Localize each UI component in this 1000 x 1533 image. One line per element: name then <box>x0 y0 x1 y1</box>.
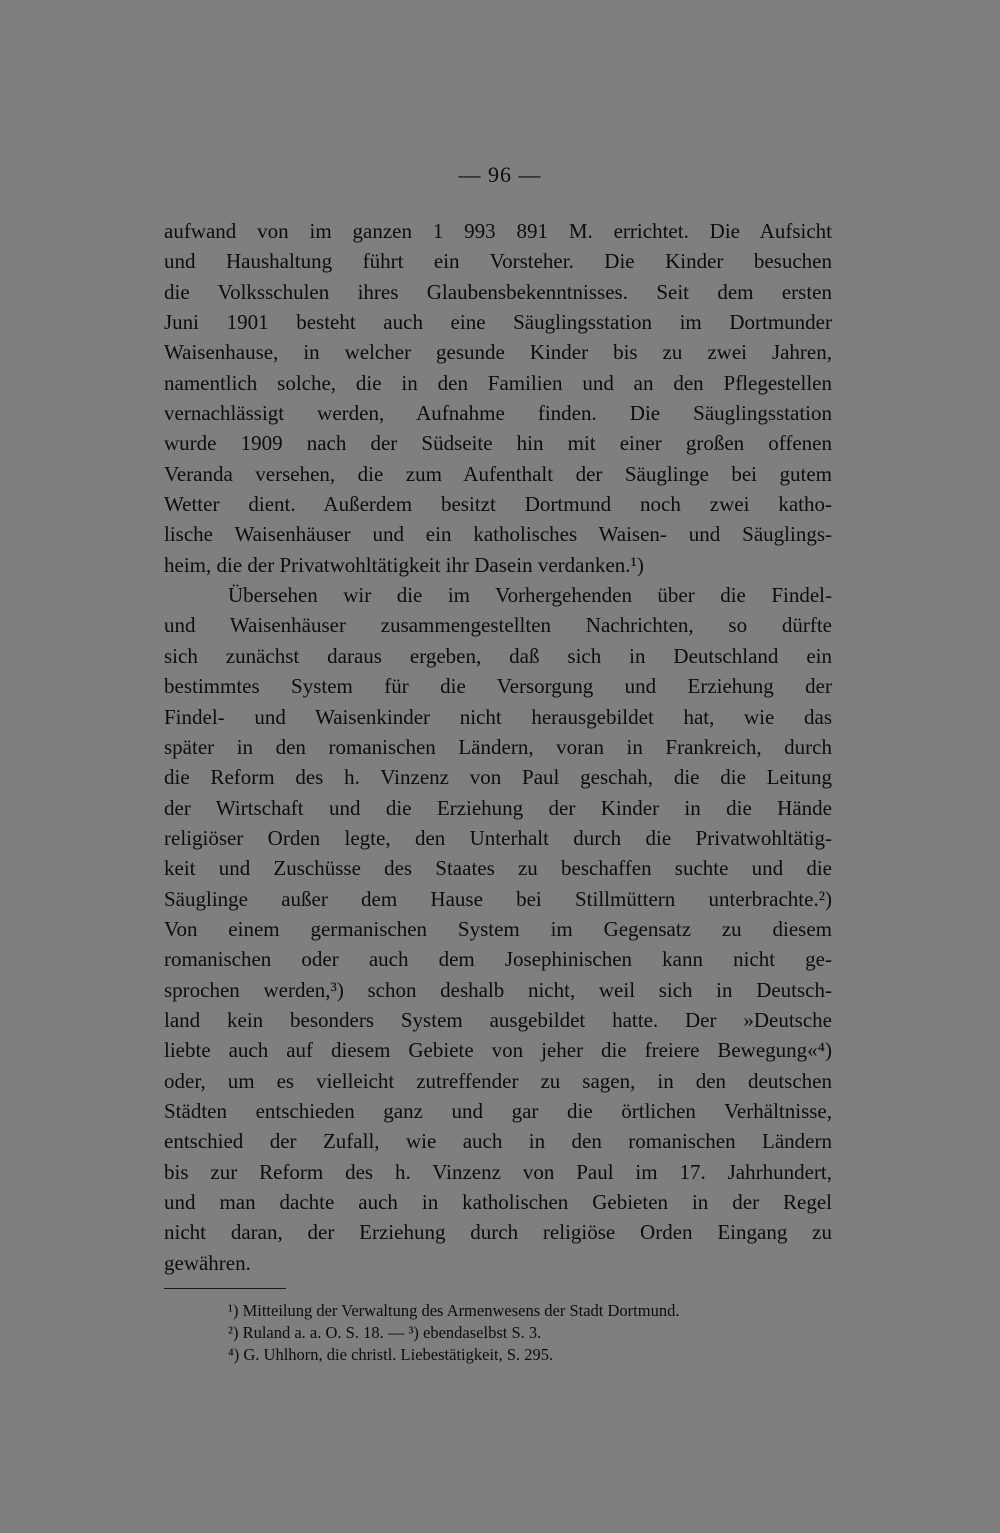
footnote-separator <box>164 1288 286 1289</box>
footnote: ⁴) G. Uhlhorn, die christl. Liebestätigkeit, S. 295. <box>228 1345 554 1364</box>
text-line: Von einem germanischen System im Gegensatz zu diesem <box>164 916 832 941</box>
text-line: oder, um es vielleicht zutreffender zu sagen, in den deutschen <box>164 1068 832 1093</box>
text-line: bis zur Reform des h. Vinzenz von Paul im 17. Jahrhundert, <box>164 1159 832 1184</box>
page-number: — 96 — <box>458 162 542 187</box>
text-line: religiöser Orden legte, den Unterhalt durch die Privatwohltätig- <box>164 825 832 850</box>
text-line: der Wirtschaft und die Erziehung der Kinder in die Hände <box>164 795 832 820</box>
text-line: und Haushaltung führt ein Vorsteher. Die Kinder besuchen <box>164 249 832 274</box>
text-line: Wetter dient. Außerdem besitzt Dortmund noch zwei katho- <box>164 492 832 517</box>
text-line: und man dachte auch in katholischen Gebieten in der Regel <box>164 1190 832 1214</box>
text-line: heim, die der Privatwohltätigkeit ihr Dasein verdanken.¹) <box>164 552 644 577</box>
text-line: Findel- und Waisenkinder nicht herausgebildet hat, wie das <box>164 704 832 729</box>
text-line: die Reform des h. Vinzenz von Paul geschah, die die Leitung <box>164 765 832 790</box>
text-line: Waisenhause, in welcher gesunde Kinder bis zu zwei Jahren, <box>164 340 832 365</box>
text-line: namentlich solche, die in den Familien und an den Pflegestellen <box>164 370 832 395</box>
paragraph-first-line: Übersehen wir die im Vorhergehenden über die Findel- <box>228 583 832 608</box>
text-line: keit und Zuschüsse des Staates zu beschaffen suchte und die <box>164 856 832 881</box>
text-line: Juni 1901 besteht auch eine Säuglingsstation im Dortmunder <box>164 310 832 335</box>
text-line: und Waisenhäuser zusammengestellten Nachrichten, so dürfte <box>164 613 832 638</box>
text-line: liebte auch auf diesem Gebiete von jeher die freiere Bewegung«⁴) <box>164 1038 832 1063</box>
text-line: wurde 1909 nach der Südseite hin mit einer großen offenen <box>164 431 832 456</box>
text-line: aufwand von im ganzen 1 993 891 M. errichtet. Die Aufsicht <box>164 219 832 243</box>
text-line: romanischen oder auch dem Josephinischen kann nicht ge- <box>164 947 832 972</box>
text-line: gewähren. <box>164 1250 251 1275</box>
text-line: land kein besonders System ausgebildet hatte. Der »Deutsche <box>164 1007 832 1032</box>
footnote: ¹) Mitteilung der Verwaltung des Armenwesens der Stadt Dortmund. <box>228 1301 680 1320</box>
text-line: Säuglinge außer dem Hause bei Stillmüttern unterbrachte.²) <box>164 886 832 911</box>
text-line: später in den romanischen Ländern, voran in Frankreich, durch <box>164 734 832 759</box>
footnote: ²) Ruland a. a. O. S. 18. — ³) ebendaselbst S. 3. <box>228 1323 542 1342</box>
text-line: sprochen werden,³) schon deshalb nicht, weil sich in Deutsch- <box>164 977 832 1002</box>
text-line: nicht daran, der Erziehung durch religiöse Orden Eingang zu <box>164 1220 832 1245</box>
text-line: Veranda versehen, die zum Aufenthalt der Säuglinge bei gutem <box>164 461 832 486</box>
text-line: entschied der Zufall, wie auch in den romanischen Ländern <box>164 1129 832 1154</box>
text-line: die Volksschulen ihres Glaubensbekenntnisses. Seit dem ersten <box>164 279 832 304</box>
text-line: Städten entschieden ganz und gar die örtlichen Verhältnisse, <box>164 1098 832 1123</box>
footnotes <box>228 1300 828 1366</box>
text-line: bestimmtes System für die Versorgung und Erziehung der <box>164 674 832 699</box>
text-line: vernachlässigt werden, Aufnahme finden. Die Säuglingsstation <box>164 401 832 426</box>
text-line: sich zunächst daraus ergeben, daß sich in Deutschland ein <box>164 643 832 668</box>
body-text <box>164 216 832 1278</box>
text-line: lische Waisenhäuser und ein katholisches Waisen- und Säuglings- <box>164 522 832 547</box>
